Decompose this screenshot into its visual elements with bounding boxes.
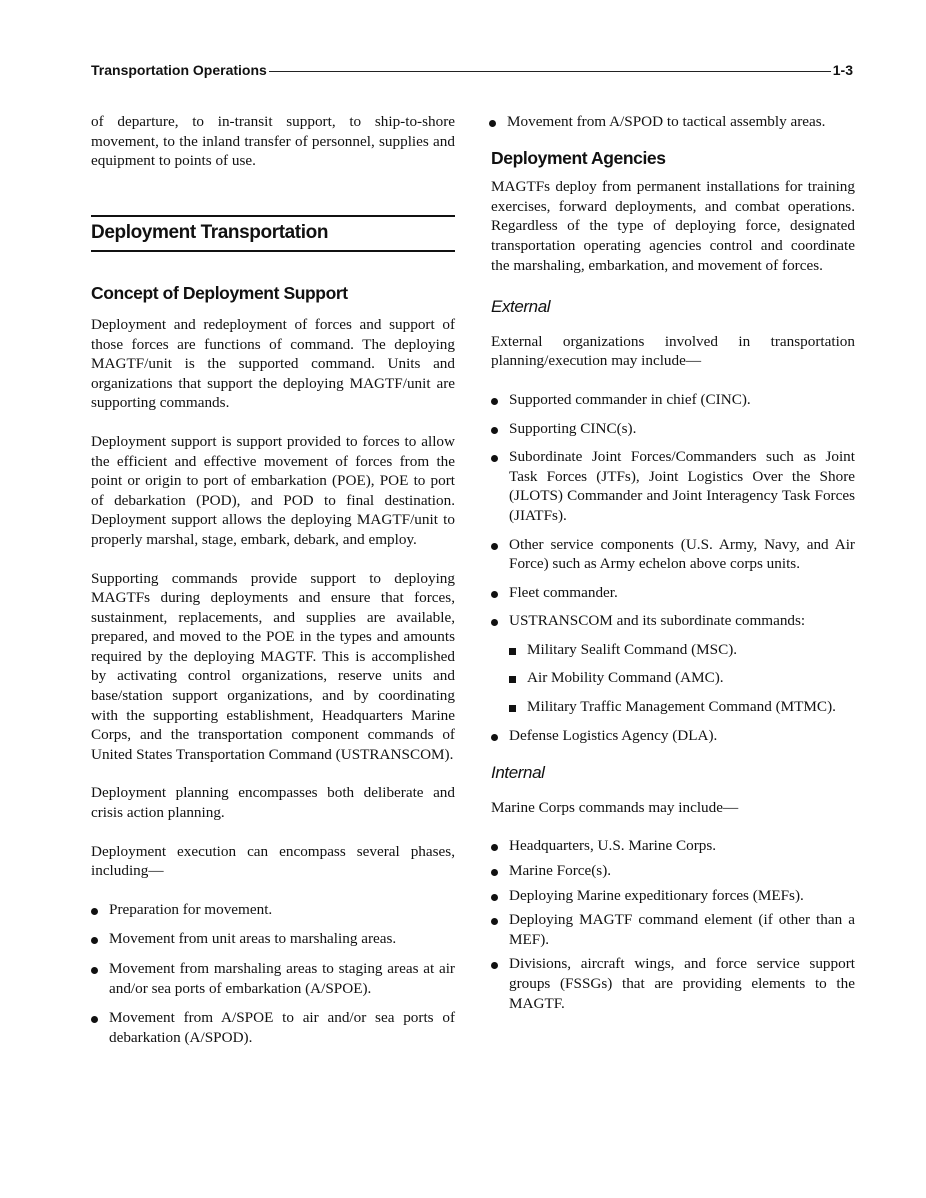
paragraph: Supporting commands provide support to deploying MAGTFs during deployments and ensure that forces, sustainment, replacements, and supplies are available, prepared, and moved to the POE in the types and amounts required by the deploying MAGTF. This is accomplished by activating control organizations, reserve units and base/station support organizations, and by coordinating with the supporting establishment, Headquarters Marine Corps, and the transportation component commands of United States Transportation Command (USTRANSCOM). (91, 569, 455, 763)
bullet-icon (491, 619, 498, 626)
bullet-icon (491, 398, 498, 405)
running-header (91, 60, 853, 80)
bullet-icon (489, 120, 496, 127)
list-item: Deploying Marine expeditionary forces (MEFs). (491, 886, 855, 906)
phases-list (91, 900, 455, 1048)
paragraph: Deployment and redeployment of forces and support of those forces are functions of command. The deploying MAGTF/unit is the supported command. Units and organizations that support the deploying MAGTF/unit are supporting commands. (91, 315, 455, 412)
list-item: Supporting CINC(s). (491, 419, 855, 439)
bullet-icon (91, 937, 98, 944)
bullet-icon (491, 734, 498, 741)
paragraph: MAGTFs deploy from permanent installations for training exercises, forward deployments, and combat operations. Regardless of the type of deploying force, designated transportation operating agencies control and coordinate the marshaling, embarkation, and movement of forces. (491, 178, 855, 274)
paragraph: Deployment support is support provided to forces to allow the efficient and effective movement of forces from the point or origin to port of embarkation (POE), POE to port of debarkation (POD), and POD to final destination. Deployment support allows the deploying MAGTF/unit to properly marshal, stage, embark, debark, and employ. (91, 432, 455, 548)
square-bullet-icon (509, 705, 516, 712)
list-item: Defense Logistics Agency (DLA). (491, 726, 855, 746)
sub-list-item: Military Traffic Management Command (MTMC). (491, 697, 855, 717)
list-item: Movement from A/SPOD to tactical assembly areas. (489, 112, 855, 132)
header-rule (269, 71, 831, 72)
paragraph: Deployment execution can encompass several phases, including— (91, 842, 455, 880)
list-item: Movement from A/SPOE to air and/or sea ports of debarkation (A/SPOD). (91, 1008, 455, 1047)
list-item: USTRANSCOM and its subordinate commands: (491, 611, 855, 631)
bullet-icon (491, 869, 498, 876)
list-item: Fleet commander. (491, 583, 855, 603)
paragraph: Marine Corps commands may include— (491, 798, 739, 816)
sub-list-item: Military Sealift Command (MSC). (491, 640, 855, 660)
list-item: Other service components (U.S. Army, Navy, and Air Force) such as Army echelon above corps units. (491, 535, 855, 574)
external-organizations-list (491, 390, 855, 631)
bullet-icon (491, 918, 498, 925)
list-item: Subordinate Joint Forces/Commanders such as Joint Task Forces (JTFs), Joint Logistics Over the Shore (JLOTS) Commander and Joint Interagency Task Forces (JIATFs). (491, 447, 855, 525)
subsection-heading-deployment-agencies: Deployment Agencies (491, 147, 666, 168)
intro-paragraph: of departure, to in-transit support, to ship-to-shore movement, to the inland transfer of personnel, supplies and equipment to points of use. (91, 113, 455, 170)
bullet-icon (491, 427, 498, 434)
subheading-external: External (491, 297, 551, 317)
square-bullet-icon (509, 676, 516, 683)
list-item: Preparation for movement. (91, 900, 455, 920)
list-item: Headquarters, U.S. Marine Corps. (491, 836, 855, 856)
bullet-icon (91, 967, 98, 974)
list-item: Deploying MAGTF command element (if other than a MEF). (491, 910, 855, 949)
internal-commands-list (491, 836, 855, 1013)
sub-list-item: Air Mobility Command (AMC). (491, 668, 855, 688)
bullet-icon (91, 908, 98, 915)
bullet-icon (491, 455, 498, 462)
list-item: Movement from marshaling areas to staging areas at air and/or sea ports of embarkation (A/SPOE). (91, 959, 455, 998)
list-item: Divisions, aircraft wings, and force service support groups (FSSGs) that are providing elements to the MAGTF. (491, 954, 855, 1013)
phases-list-continued (489, 112, 855, 132)
page-number: 1-3 (832, 62, 853, 78)
bullet-icon (491, 962, 498, 969)
bullet-icon (491, 894, 498, 901)
paragraph: External organizations involved in transportation planning/execution may include— (491, 332, 855, 370)
list-item: Supported commander in chief (CINC). (491, 390, 855, 410)
header-title: Transportation Operations (91, 62, 267, 78)
ustranscom-subcommands-list (491, 640, 855, 717)
square-bullet-icon (509, 648, 516, 655)
bullet-icon (491, 543, 498, 550)
subsection-heading-concept: Concept of Deployment Support (91, 283, 348, 304)
paragraph: Deployment planning encompasses both deliberate and crisis action planning. (91, 784, 455, 822)
external-organizations-list-end (491, 726, 855, 746)
section-heading-deployment-transportation: Deployment Transportation (91, 215, 455, 253)
list-item: Movement from unit areas to marshaling areas. (91, 929, 455, 949)
left-column (91, 112, 455, 1047)
bullet-icon (491, 844, 498, 851)
bullet-icon (491, 591, 498, 598)
list-item: Marine Force(s). (491, 861, 855, 881)
bullet-icon (91, 1016, 98, 1023)
right-column (491, 112, 855, 1013)
subheading-internal: Internal (491, 763, 545, 783)
